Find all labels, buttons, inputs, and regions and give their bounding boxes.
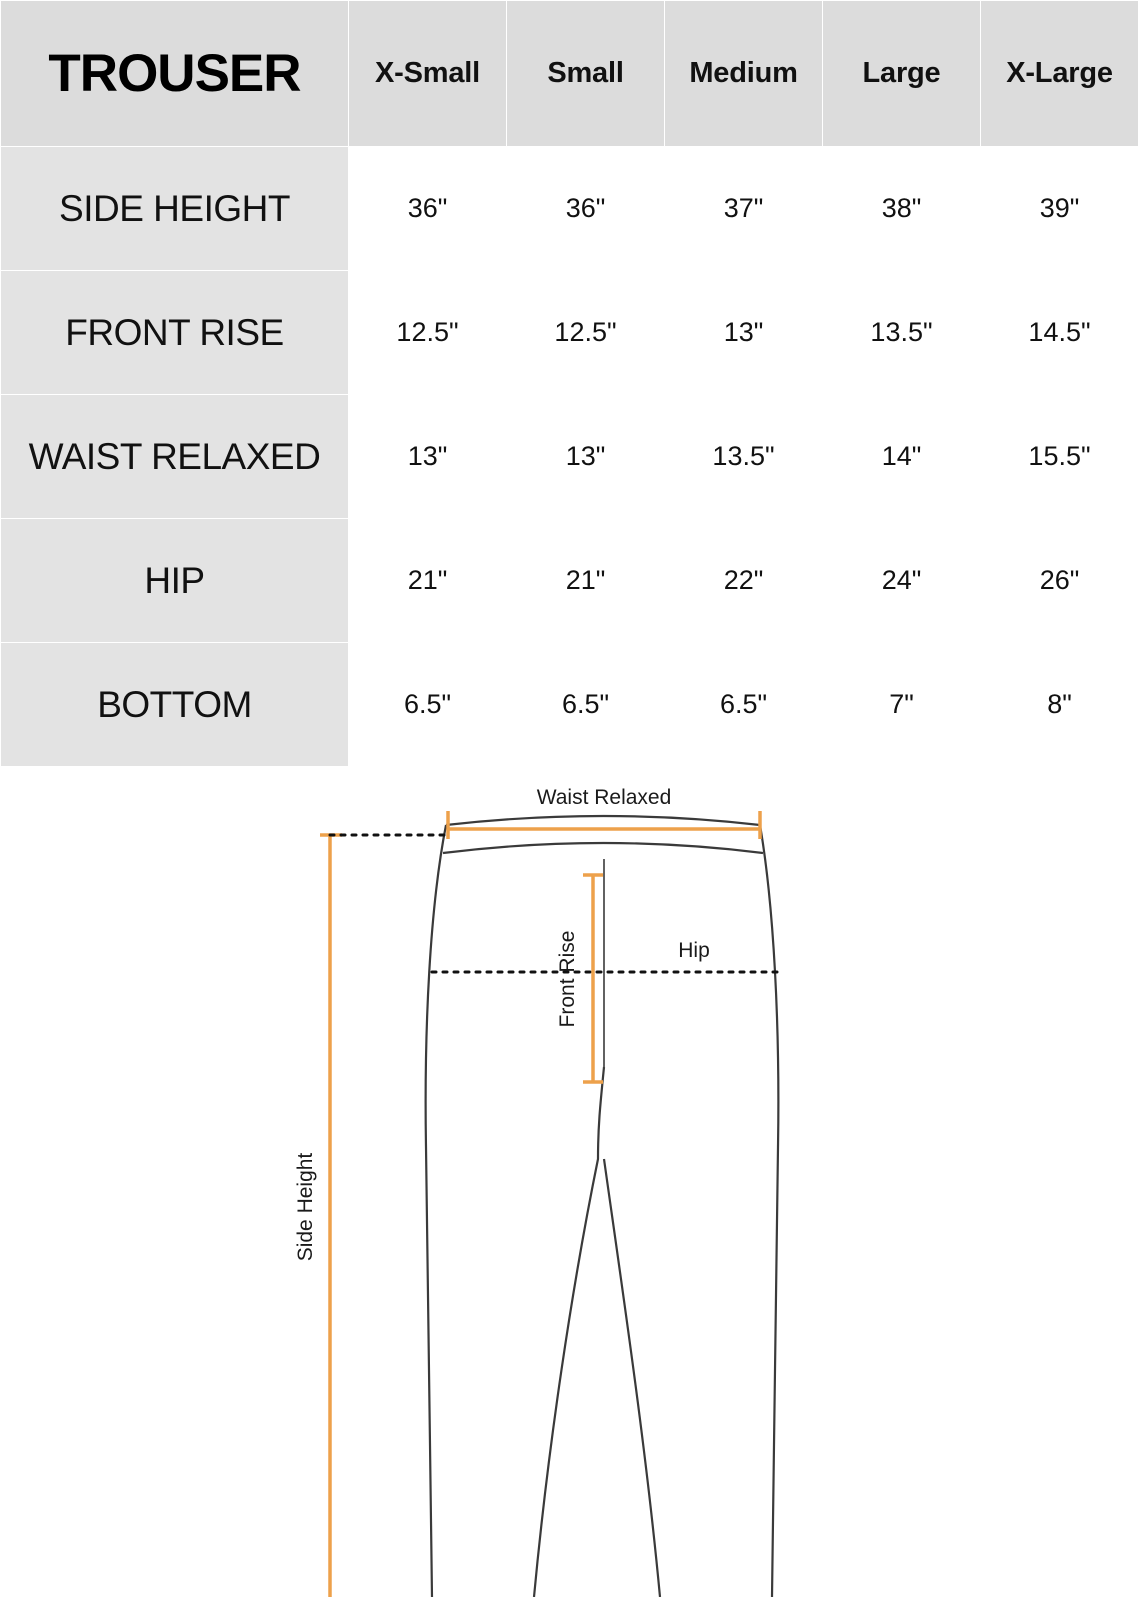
cell-hip-xsmall: 21" [349, 519, 507, 643]
cell-waist-relaxed-xsmall: 13" [349, 395, 507, 519]
cell-side-height-xsmall: 36" [349, 147, 507, 271]
hip-label: Hip [678, 939, 710, 962]
table-row [1, 395, 1138, 519]
cell-bottom-small: 6.5" [507, 643, 665, 767]
cell-front-rise-large: 13.5" [823, 271, 981, 395]
cell-side-height-medium: 37" [665, 147, 823, 271]
row-label-waist-relaxed: WAIST RELAXED [1, 395, 349, 519]
column-header-xlarge: X-Large [981, 1, 1138, 147]
cell-waist-relaxed-medium: 13.5" [665, 395, 823, 519]
cell-front-rise-xsmall: 12.5" [349, 271, 507, 395]
cell-waist-relaxed-small: 13" [507, 395, 665, 519]
trouser-measurement-diagram [0, 767, 1138, 1597]
row-label-side-height: SIDE HEIGHT [1, 147, 349, 271]
cell-front-rise-small: 12.5" [507, 271, 665, 395]
cell-bottom-xsmall: 6.5" [349, 643, 507, 767]
table-row [1, 147, 1138, 271]
trouser-outline-illustration [426, 816, 779, 1597]
cell-front-rise-medium: 13" [665, 271, 823, 395]
table-title: TROUSER [1, 1, 349, 147]
column-header-xsmall: X-Small [349, 1, 507, 147]
cell-hip-xlarge: 26" [981, 519, 1138, 643]
cell-waist-relaxed-large: 14" [823, 395, 981, 519]
cell-hip-large: 24" [823, 519, 981, 643]
side-height-label: Side Height [294, 1153, 317, 1262]
size-chart-table [0, 0, 1138, 767]
row-label-hip: HIP [1, 519, 349, 643]
column-header-large: Large [823, 1, 981, 147]
front-rise-measure [583, 875, 603, 1082]
cell-hip-medium: 22" [665, 519, 823, 643]
table-row [1, 271, 1138, 395]
cell-side-height-small: 36" [507, 147, 665, 271]
cell-bottom-xlarge: 8" [981, 643, 1138, 767]
side-height-measure [320, 835, 342, 1597]
column-header-medium: Medium [665, 1, 823, 147]
front-rise-label: Front Rise [556, 931, 579, 1028]
row-label-bottom: BOTTOM [1, 643, 349, 767]
cell-waist-relaxed-xlarge: 15.5" [981, 395, 1138, 519]
row-label-front-rise: FRONT RISE [1, 271, 349, 395]
cell-side-height-large: 38" [823, 147, 981, 271]
cell-hip-small: 21" [507, 519, 665, 643]
column-header-small: Small [507, 1, 665, 147]
cell-bottom-medium: 6.5" [665, 643, 823, 767]
cell-front-rise-xlarge: 14.5" [981, 271, 1138, 395]
table-header-row [1, 1, 1138, 147]
cell-bottom-large: 7" [823, 643, 981, 767]
waist-relaxed-label: Waist Relaxed [537, 786, 672, 809]
cell-side-height-xlarge: 39" [981, 147, 1138, 271]
table-row [1, 519, 1138, 643]
table-row [1, 643, 1138, 767]
